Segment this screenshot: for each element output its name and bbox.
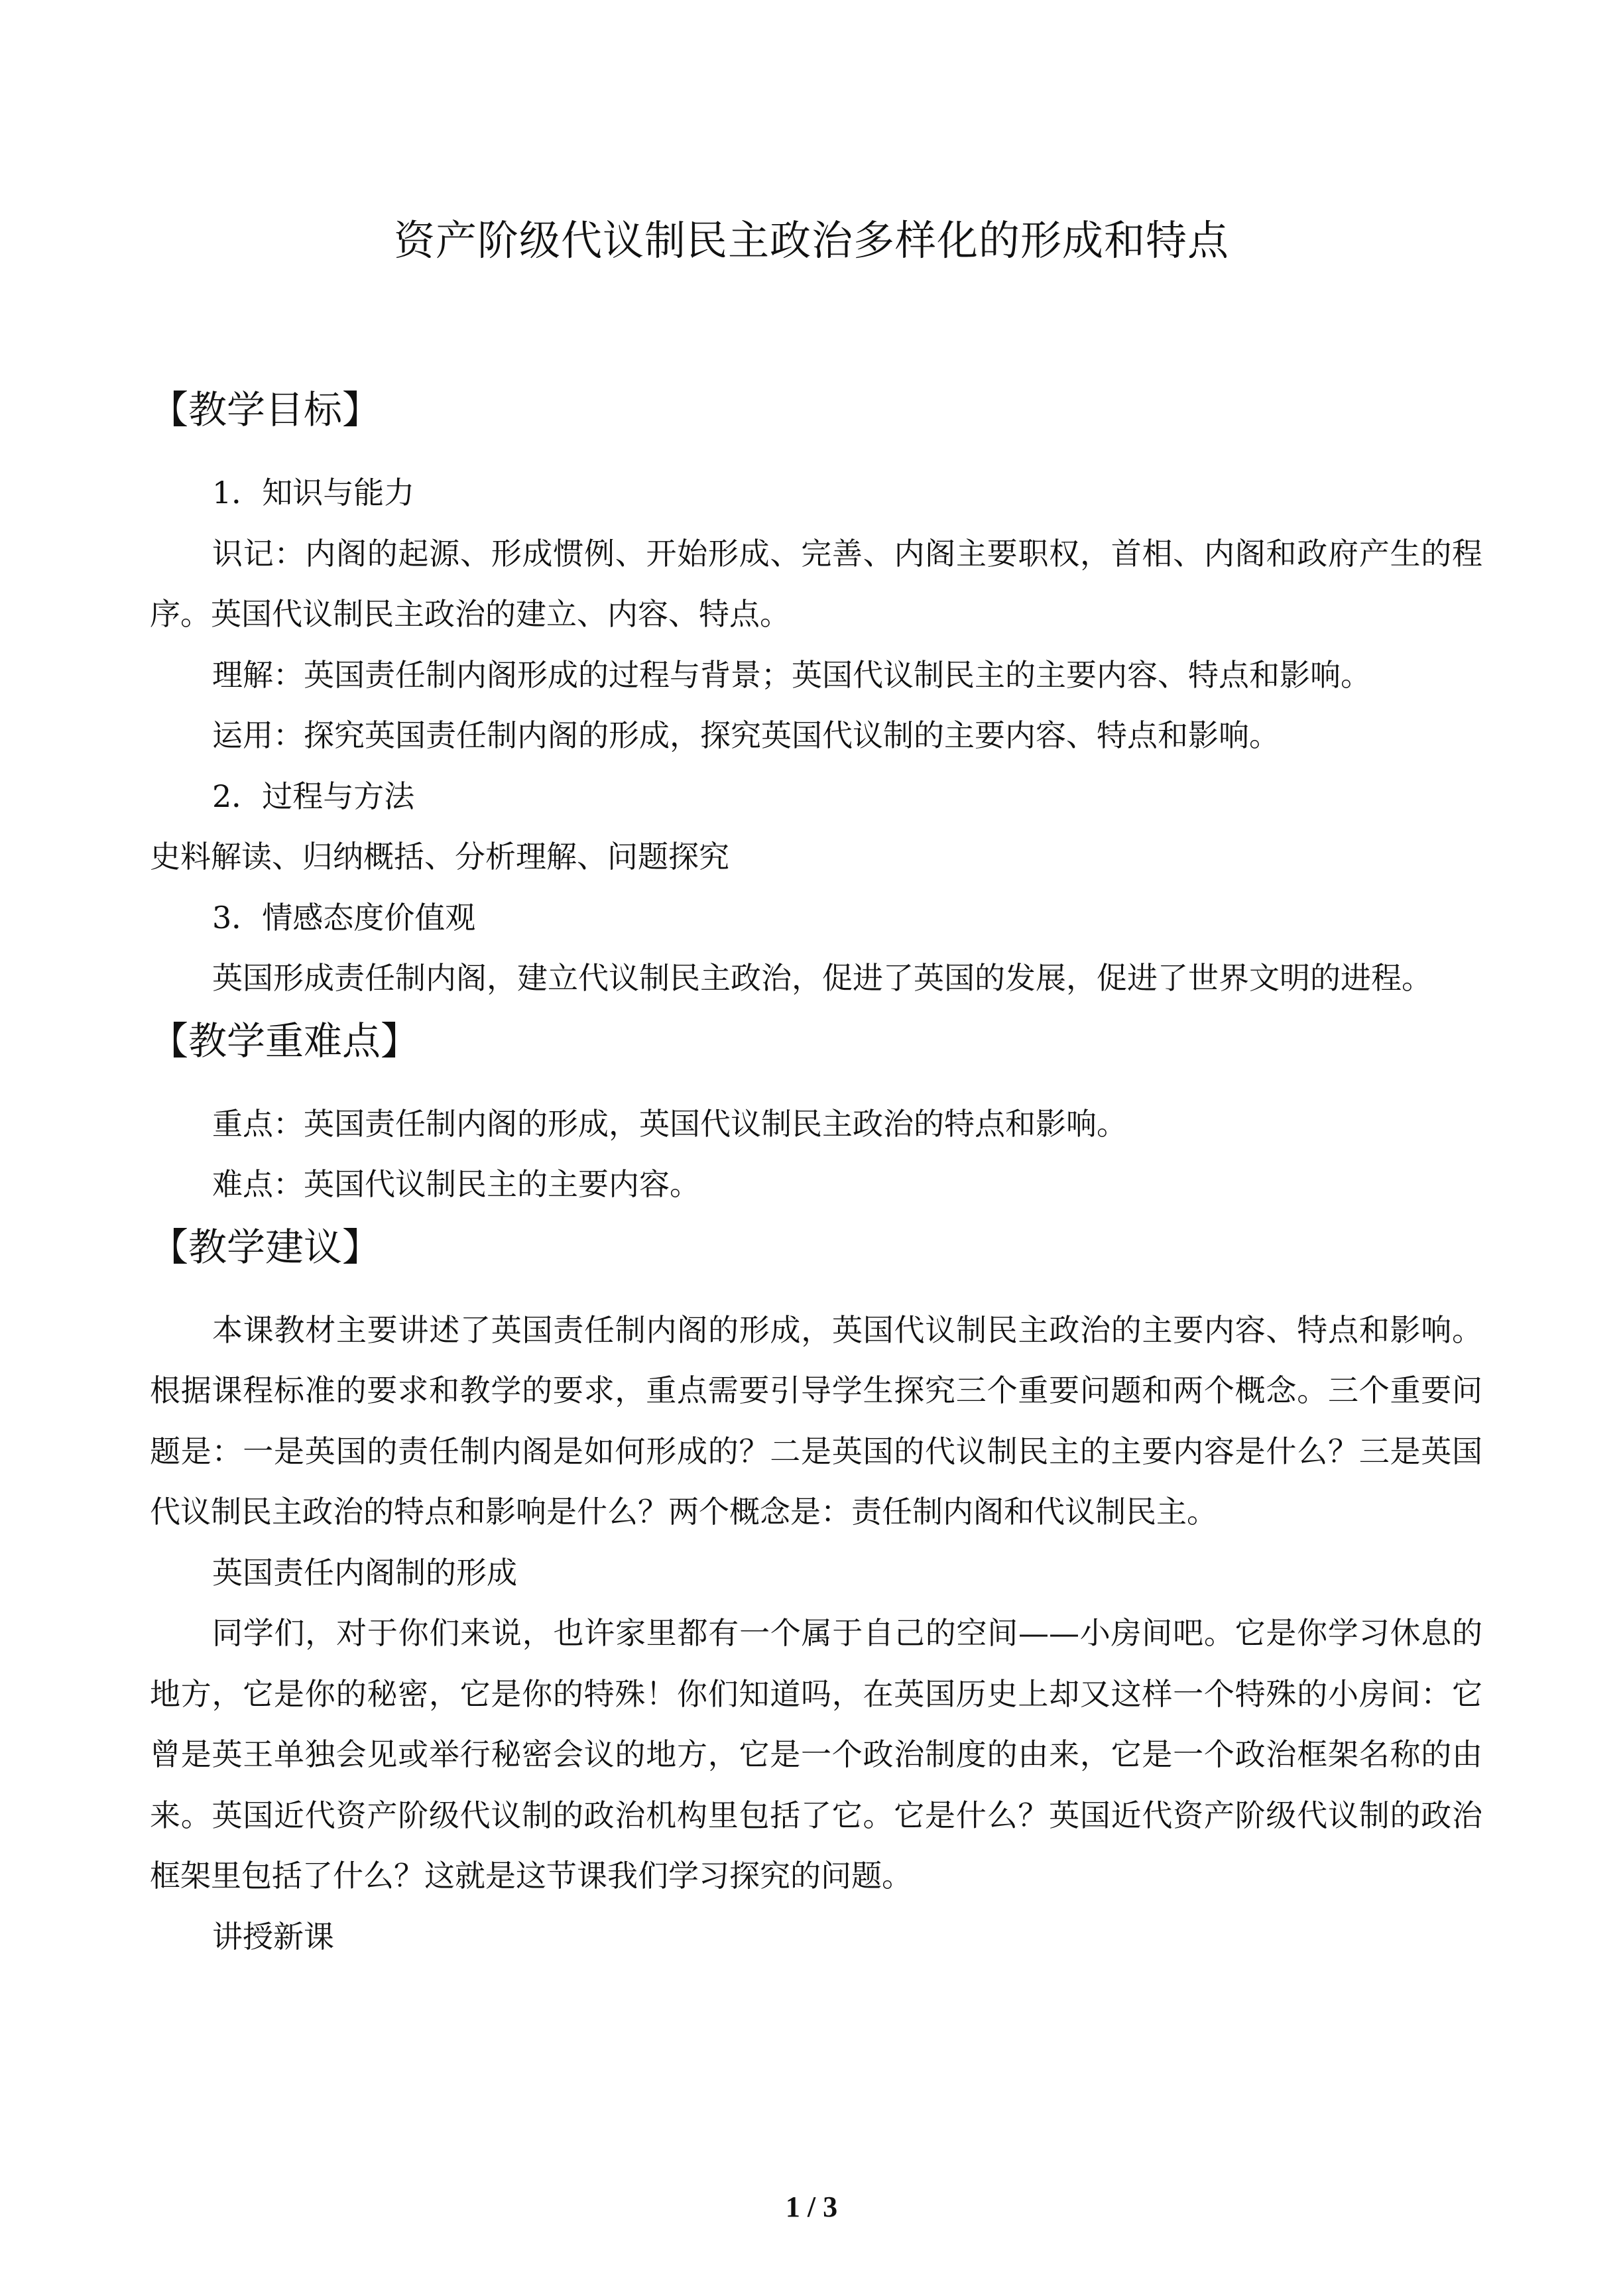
paragraph: 1．知识与能力 — [212, 475, 415, 511]
paragraph: 英国形成责任制内阁，建立代议制民主政治，促进了英国的发展，促进了世界文明的进程。 — [212, 960, 1432, 996]
section-heading-key-points: 【教学重难点】 — [150, 1018, 420, 1063]
page-number: 1 / 3 — [785, 2191, 838, 2223]
section-heading-objectives: 【教学目标】 — [150, 387, 381, 432]
paragraph: 运用：探究英国责任制内阁的形成，探究英国代议制的主要内容、特点和影响。 — [212, 717, 1280, 753]
paragraph: 本课教材主要讲述了英国责任制内阁的形成，英国代议制民主政治的主要内容、特点和影响。根据课程标准的要求和教学的要求，重点需要引导学生探究三个重要问题和两个概念。三个重要问题是：一是英国的责任制内阁是如何形成的？二是英国的代议制民主的主要内容是什么？三是英国代议制民主政治的特点和影响是什么？两个概念是：责任制内阁和代议制民主。 — [150, 1311, 1482, 1530]
paragraph: 重点：英国责任制内阁的形成，英国代议制民主政治的特点和影响。 — [212, 1105, 1127, 1142]
paragraph: 2．过程与方法 — [212, 778, 415, 814]
document-body — [150, 382, 1482, 1967]
paragraph: 识记：内阁的起源、形成惯例、开始形成、完善、内阁主要职权，首相、内阁和政府产生的程序。英国代议制民主政治的建立、内容、特点。 — [150, 535, 1482, 632]
paragraph: 难点：英国代议制民主的主要内容。 — [212, 1166, 700, 1202]
paragraph: 3．情感态度价值观 — [212, 899, 476, 936]
paragraph: 理解：英国责任制内阁形成的过程与背景；英国代议制民主的主要内容、特点和影响。 — [212, 656, 1371, 693]
section-heading-suggestions: 【教学建议】 — [150, 1224, 381, 1270]
paragraph: 史料解读、归纳概括、分析理解、问题探究 — [150, 839, 729, 875]
paragraph: 讲授新课 — [212, 1918, 334, 1955]
paragraph: 同学们，对于你们来说，也许家里都有一个属于自己的空间——小房间吧。它是你学习休息的地方，它是你的秘密，它是你的特殊！你们知道吗，在英国历史上却又这样一个特殊的小房间：它曾是英王单独会见或举行秘密会议的地方，它是一个政治制度的由来，它是一个政治框架名称的由来。英国近代资产阶级代议制的政治机构里包括了它。它是什么？英国近代资产阶级代议制的政治框架里包括了什么？这就是这节课我们学习探究的问题。 — [150, 1615, 1482, 1894]
document-title: 资产阶级代议制民主政治多样化的形成和特点 — [393, 216, 1229, 265]
paragraph: 英国责任内阁制的形成 — [212, 1554, 517, 1591]
